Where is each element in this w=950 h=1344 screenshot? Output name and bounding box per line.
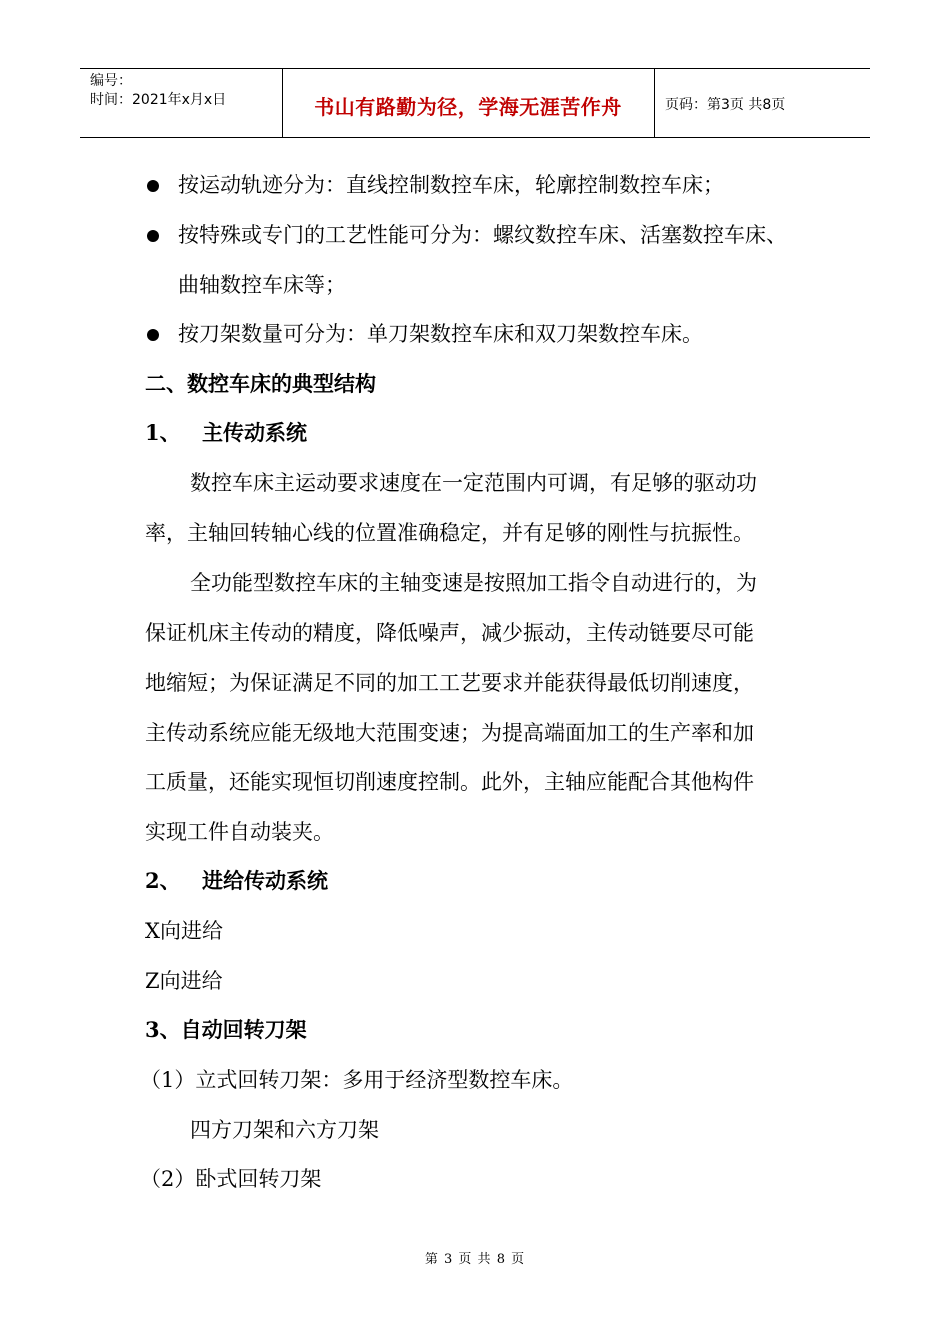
text-line: X向进给 bbox=[145, 919, 223, 943]
subsection-heading: 主传动系统 bbox=[202, 420, 307, 445]
subsection-heading: 3、自动回转刀架 bbox=[145, 1017, 307, 1042]
paragraph-line: 保证机床主传动的精度，降低噪声，减少振动，主传动链要尽可能 bbox=[145, 621, 754, 645]
header-page-label: 页码：第3页 共8页 bbox=[665, 97, 786, 113]
serial-label: 编号： bbox=[90, 73, 132, 89]
paragraph-line: 工质量，还能实现恒切削速度控制。此外，主轴应能配合其他构件 bbox=[145, 770, 754, 794]
text-line: Z向进给 bbox=[145, 969, 223, 993]
list-item-sub: 四方刀架和六方刀架 bbox=[190, 1118, 379, 1142]
document-header bbox=[80, 68, 870, 138]
time-label: 时间：2021年x月x日 bbox=[90, 92, 227, 108]
header-divider bbox=[654, 69, 655, 137]
bullet-dot bbox=[147, 329, 159, 341]
bullet-dot bbox=[147, 230, 159, 242]
header-motto: 书山有路勤为径，学海无涯苦作舟 bbox=[314, 95, 622, 119]
paragraph-line: 全功能型数控车床的主轴变速是按照加工指令自动进行的，为 bbox=[190, 571, 757, 595]
list-item: （1）立式回转刀架：多用于经济型数控车床。 bbox=[140, 1068, 574, 1092]
header-meta bbox=[90, 72, 226, 110]
paragraph-line: 数控车床主运动要求速度在一定范围内可调，有足够的驱动功 bbox=[190, 471, 757, 495]
section-heading: 二、数控车床的典型结构 bbox=[145, 371, 376, 396]
page-footer: 第 3 页 共 8 页 bbox=[424, 1252, 526, 1267]
bullet-text-continued: 曲轴数控车床等； bbox=[178, 273, 346, 297]
bullet-text: 按刀架数量可分为：单刀架数控车床和双刀架数控车床。 bbox=[178, 322, 703, 346]
paragraph-line: 主传动系统应能无级地大范围变速；为提高端面加工的生产率和加 bbox=[145, 721, 754, 745]
list-item: （2）卧式回转刀架 bbox=[140, 1167, 322, 1191]
bullet-dot bbox=[147, 180, 159, 192]
bullet-text: 按运动轨迹分为：直线控制数控车床，轮廓控制数控车床； bbox=[178, 173, 724, 197]
subsection-heading: 进给传动系统 bbox=[202, 868, 328, 893]
subsection-number: 1、 bbox=[145, 420, 181, 445]
paragraph-line: 实现工件自动装夹。 bbox=[145, 820, 334, 844]
bullet-text: 按特殊或专门的工艺性能可分为：螺纹数控车床、活塞数控车床、 bbox=[178, 223, 787, 247]
paragraph-line: 率，主轴回转轴心线的位置准确稳定，并有足够的刚性与抗振性。 bbox=[145, 521, 754, 545]
subsection-number: 2、 bbox=[145, 868, 181, 893]
paragraph-line: 地缩短；为保证满足不同的加工工艺要求并能获得最低切削速度， bbox=[145, 671, 754, 695]
